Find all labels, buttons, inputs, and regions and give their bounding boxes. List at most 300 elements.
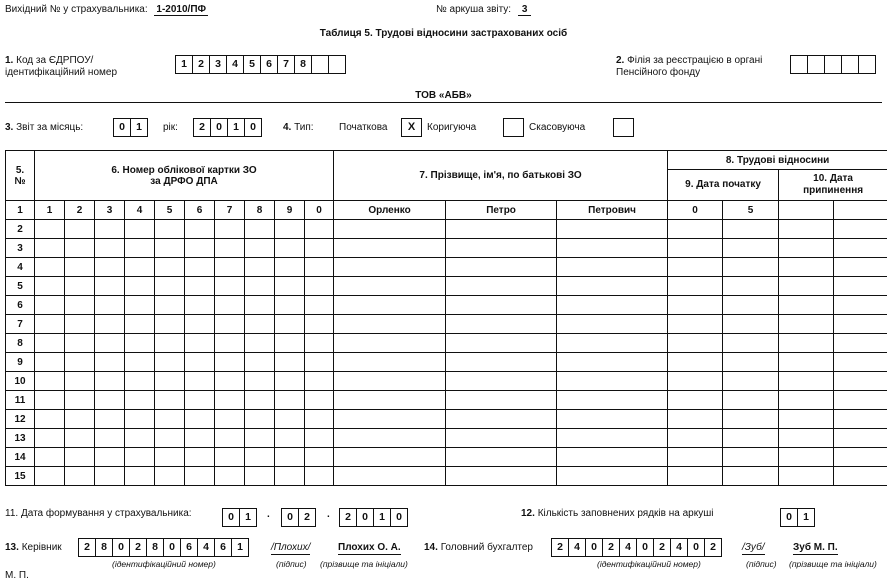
table-cell[interactable] (275, 334, 305, 353)
table-cell[interactable] (95, 410, 125, 429)
digit-cell[interactable]: 0 (163, 538, 181, 557)
table-cell[interactable] (125, 353, 155, 372)
table-cell[interactable] (305, 296, 334, 315)
table-cell[interactable] (125, 410, 155, 429)
digit-cell[interactable]: 0 (281, 508, 299, 527)
table-cell[interactable] (275, 220, 305, 239)
table-cell[interactable] (245, 334, 275, 353)
table-cell[interactable] (446, 258, 557, 277)
table-cell[interactable] (779, 391, 834, 410)
digit-cell[interactable]: 2 (551, 538, 569, 557)
table-cell[interactable] (446, 220, 557, 239)
table-cell[interactable] (334, 448, 446, 467)
table-cell[interactable] (35, 448, 65, 467)
table-cell[interactable] (305, 258, 334, 277)
table-cell[interactable] (155, 391, 185, 410)
table-cell[interactable] (834, 277, 887, 296)
table-cell[interactable] (215, 239, 245, 258)
table-cell[interactable] (779, 315, 834, 334)
table-cell[interactable] (95, 391, 125, 410)
table-cell[interactable] (35, 353, 65, 372)
digit-cell[interactable]: 3 (209, 55, 227, 74)
table-cell[interactable] (305, 334, 334, 353)
table-cell[interactable] (95, 296, 125, 315)
table-cell[interactable] (779, 429, 834, 448)
digit-cell[interactable] (328, 55, 346, 74)
table-cell[interactable] (334, 220, 446, 239)
table-cell[interactable] (185, 315, 215, 334)
outgoing-value[interactable]: 1-2010/ПФ (156, 4, 207, 15)
table-cell[interactable] (245, 372, 275, 391)
table-cell[interactable] (155, 220, 185, 239)
table-cell[interactable] (305, 315, 334, 334)
table-cell[interactable] (35, 334, 65, 353)
table-cell[interactable] (668, 448, 723, 467)
table-cell[interactable] (185, 277, 215, 296)
table-cell[interactable] (834, 239, 887, 258)
table-cell[interactable] (275, 467, 305, 486)
table-cell[interactable] (245, 277, 275, 296)
table-cell[interactable] (125, 315, 155, 334)
table-cell[interactable] (723, 258, 779, 277)
table-cell[interactable] (834, 429, 887, 448)
start-date-cell[interactable]: 0 (668, 201, 723, 220)
table-cell[interactable] (185, 353, 215, 372)
table-cell[interactable] (35, 467, 65, 486)
table-cell[interactable] (275, 391, 305, 410)
table-cell[interactable] (125, 467, 155, 486)
table-cell[interactable] (557, 296, 668, 315)
table-cell[interactable] (185, 429, 215, 448)
table-cell[interactable] (305, 220, 334, 239)
table-cell[interactable] (557, 277, 668, 296)
table-cell[interactable] (557, 410, 668, 429)
table-cell[interactable] (185, 220, 215, 239)
table-cell[interactable] (275, 353, 305, 372)
table-cell[interactable] (668, 429, 723, 448)
table-cell[interactable] (723, 429, 779, 448)
table-cell[interactable] (65, 410, 95, 429)
table-cell[interactable] (305, 391, 334, 410)
digit-cell[interactable] (841, 55, 859, 74)
card-digit[interactable]: 7 (215, 201, 245, 220)
table-cell[interactable] (834, 334, 887, 353)
digit-cell[interactable]: 2 (339, 508, 357, 527)
digit-cell[interactable]: 0 (112, 538, 130, 557)
pf-branch-code[interactable] (790, 55, 876, 74)
table-cell[interactable] (305, 239, 334, 258)
digit-cell[interactable]: 1 (130, 118, 148, 137)
table-cell[interactable] (185, 372, 215, 391)
table-cell[interactable] (215, 296, 245, 315)
table-cell[interactable] (446, 353, 557, 372)
table-cell[interactable] (125, 220, 155, 239)
table-cell[interactable] (557, 353, 668, 372)
digit-cell[interactable]: 0 (113, 118, 131, 137)
table-cell[interactable] (185, 296, 215, 315)
table-cell[interactable] (723, 353, 779, 372)
table-cell[interactable] (125, 277, 155, 296)
digit-cell[interactable]: 1 (373, 508, 391, 527)
table-cell[interactable] (723, 277, 779, 296)
table-cell[interactable] (305, 277, 334, 296)
table-cell[interactable] (446, 296, 557, 315)
digit-cell[interactable]: 1 (797, 508, 815, 527)
table-cell[interactable] (155, 448, 185, 467)
end-date-cell[interactable] (834, 201, 887, 220)
digit-cell[interactable]: 6 (214, 538, 232, 557)
table-cell[interactable] (155, 258, 185, 277)
table-cell[interactable] (215, 429, 245, 448)
table-cell[interactable] (95, 448, 125, 467)
end-date-cell[interactable] (779, 201, 834, 220)
table-cell[interactable] (275, 410, 305, 429)
table-cell[interactable] (65, 315, 95, 334)
table-cell[interactable] (446, 467, 557, 486)
table-cell[interactable] (65, 277, 95, 296)
table-cell[interactable] (95, 334, 125, 353)
table-cell[interactable] (35, 296, 65, 315)
digit-cell[interactable]: 8 (294, 55, 312, 74)
table-cell[interactable] (185, 258, 215, 277)
table-cell[interactable] (185, 391, 215, 410)
table-cell[interactable] (215, 258, 245, 277)
formation-month[interactable] (281, 508, 316, 527)
table-cell[interactable] (35, 315, 65, 334)
table-cell[interactable] (95, 429, 125, 448)
table-cell[interactable] (446, 429, 557, 448)
table-cell[interactable] (215, 315, 245, 334)
digit-cell[interactable] (790, 55, 808, 74)
digit-cell[interactable]: 2 (193, 118, 211, 137)
digit-cell[interactable]: 1 (227, 118, 245, 137)
table-cell[interactable] (275, 258, 305, 277)
digit-cell[interactable]: 4 (568, 538, 586, 557)
table-cell[interactable] (275, 429, 305, 448)
table-cell[interactable] (334, 277, 446, 296)
table-cell[interactable] (65, 334, 95, 353)
table-cell[interactable] (779, 220, 834, 239)
table-cell[interactable] (215, 220, 245, 239)
digit-cell[interactable]: 2 (192, 55, 210, 74)
digit-cell[interactable]: 6 (180, 538, 198, 557)
table-cell[interactable] (446, 277, 557, 296)
table-cell[interactable] (125, 372, 155, 391)
table-cell[interactable] (557, 334, 668, 353)
table-cell[interactable] (245, 239, 275, 258)
table-cell[interactable] (245, 258, 275, 277)
table-cell[interactable] (668, 315, 723, 334)
table-cell[interactable] (35, 391, 65, 410)
table-cell[interactable] (275, 239, 305, 258)
digit-cell[interactable]: 8 (95, 538, 113, 557)
table-cell[interactable] (65, 258, 95, 277)
table-cell[interactable] (668, 296, 723, 315)
table-cell[interactable] (65, 353, 95, 372)
table-cell[interactable] (723, 220, 779, 239)
table-cell[interactable] (155, 239, 185, 258)
card-digit[interactable]: 4 (125, 201, 155, 220)
table-cell[interactable] (334, 372, 446, 391)
table-cell[interactable] (155, 410, 185, 429)
table-cell[interactable] (215, 467, 245, 486)
digit-cell[interactable]: 2 (704, 538, 722, 557)
table-cell[interactable] (446, 372, 557, 391)
table-cell[interactable] (275, 372, 305, 391)
table-cell[interactable] (557, 467, 668, 486)
type-cancel-checkbox[interactable] (613, 118, 634, 137)
accountant-id[interactable] (551, 538, 722, 557)
digit-cell[interactable] (807, 55, 825, 74)
edrpou-code[interactable] (175, 55, 346, 74)
table-cell[interactable] (155, 429, 185, 448)
surname-cell[interactable]: Орленко (334, 201, 446, 220)
digit-cell[interactable]: 0 (585, 538, 603, 557)
table-cell[interactable] (779, 410, 834, 429)
digit-cell[interactable]: 0 (780, 508, 798, 527)
table-cell[interactable] (65, 372, 95, 391)
table-cell[interactable] (245, 429, 275, 448)
table-cell[interactable] (65, 391, 95, 410)
card-digit[interactable]: 2 (65, 201, 95, 220)
table-cell[interactable] (668, 258, 723, 277)
table-cell[interactable] (334, 410, 446, 429)
table-cell[interactable] (95, 220, 125, 239)
table-cell[interactable] (834, 467, 887, 486)
table-cell[interactable] (95, 315, 125, 334)
table-cell[interactable] (779, 258, 834, 277)
table-cell[interactable] (668, 277, 723, 296)
accountant-name[interactable]: Зуб М. П. (793, 542, 838, 553)
table-cell[interactable] (65, 296, 95, 315)
table-cell[interactable] (125, 239, 155, 258)
table-cell[interactable] (245, 220, 275, 239)
digit-cell[interactable]: 5 (243, 55, 261, 74)
director-id[interactable] (78, 538, 249, 557)
digit-cell[interactable]: 0 (222, 508, 240, 527)
table-cell[interactable] (557, 315, 668, 334)
table-cell[interactable] (557, 258, 668, 277)
start-date-cell[interactable]: 5 (723, 201, 779, 220)
table-cell[interactable] (557, 448, 668, 467)
table-cell[interactable] (723, 372, 779, 391)
table-cell[interactable] (834, 391, 887, 410)
type-corrective-checkbox[interactable] (503, 118, 524, 137)
table-cell[interactable] (185, 410, 215, 429)
digit-cell[interactable]: 6 (260, 55, 278, 74)
table-cell[interactable] (155, 467, 185, 486)
table-cell[interactable] (668, 239, 723, 258)
card-digit[interactable]: 8 (245, 201, 275, 220)
table-cell[interactable] (446, 334, 557, 353)
table-cell[interactable] (723, 239, 779, 258)
table-cell[interactable] (668, 467, 723, 486)
table-cell[interactable] (215, 410, 245, 429)
table-cell[interactable] (834, 296, 887, 315)
table-cell[interactable] (557, 372, 668, 391)
table-cell[interactable] (35, 410, 65, 429)
table-cell[interactable] (245, 353, 275, 372)
type-initial-checkbox[interactable]: X (401, 118, 422, 137)
digit-cell[interactable]: 4 (619, 538, 637, 557)
digit-cell[interactable] (824, 55, 842, 74)
table-cell[interactable] (834, 353, 887, 372)
table-cell[interactable] (779, 277, 834, 296)
sheet-value[interactable]: 3 (518, 4, 532, 16)
table-cell[interactable] (446, 315, 557, 334)
table-cell[interactable] (275, 277, 305, 296)
table-cell[interactable] (723, 315, 779, 334)
table-cell[interactable] (446, 410, 557, 429)
table-cell[interactable] (305, 410, 334, 429)
digit-cell[interactable]: 4 (197, 538, 215, 557)
table-cell[interactable] (185, 334, 215, 353)
table-cell[interactable] (215, 353, 245, 372)
table-cell[interactable] (35, 429, 65, 448)
table-cell[interactable] (125, 448, 155, 467)
table-cell[interactable] (334, 353, 446, 372)
table-cell[interactable] (446, 391, 557, 410)
table-cell[interactable] (125, 296, 155, 315)
digit-cell[interactable]: 0 (390, 508, 408, 527)
table-cell[interactable] (35, 277, 65, 296)
table-cell[interactable] (334, 334, 446, 353)
table-cell[interactable] (779, 296, 834, 315)
table-cell[interactable] (95, 372, 125, 391)
table-cell[interactable] (668, 334, 723, 353)
table-cell[interactable] (95, 353, 125, 372)
table-cell[interactable] (245, 315, 275, 334)
table-cell[interactable] (95, 277, 125, 296)
table-cell[interactable] (834, 258, 887, 277)
card-digit[interactable]: 0 (305, 201, 334, 220)
table-cell[interactable] (779, 334, 834, 353)
table-cell[interactable] (723, 296, 779, 315)
table-cell[interactable] (35, 258, 65, 277)
table-cell[interactable] (245, 448, 275, 467)
table-cell[interactable] (668, 372, 723, 391)
table-cell[interactable] (215, 334, 245, 353)
report-year[interactable] (193, 118, 262, 137)
card-digit[interactable]: 3 (95, 201, 125, 220)
table-cell[interactable] (275, 448, 305, 467)
digit-cell[interactable]: 7 (277, 55, 295, 74)
table-cell[interactable] (557, 220, 668, 239)
table-cell[interactable] (215, 372, 245, 391)
table-cell[interactable] (723, 391, 779, 410)
table-cell[interactable] (35, 372, 65, 391)
director-signature[interactable]: /Плохих/ (271, 542, 311, 553)
digit-cell[interactable]: 0 (636, 538, 654, 557)
table-cell[interactable] (305, 353, 334, 372)
table-cell[interactable] (779, 353, 834, 372)
director-name[interactable]: Плохих О. А. (338, 542, 401, 553)
table-cell[interactable] (245, 410, 275, 429)
table-cell[interactable] (723, 448, 779, 467)
table-cell[interactable] (65, 467, 95, 486)
table-cell[interactable] (305, 429, 334, 448)
table-cell[interactable] (125, 258, 155, 277)
card-digit[interactable]: 6 (185, 201, 215, 220)
digit-cell[interactable]: 4 (226, 55, 244, 74)
digit-cell[interactable]: 0 (687, 538, 705, 557)
table-cell[interactable] (245, 467, 275, 486)
table-cell[interactable] (557, 391, 668, 410)
table-cell[interactable] (334, 258, 446, 277)
table-cell[interactable] (834, 315, 887, 334)
table-cell[interactable] (95, 467, 125, 486)
digit-cell[interactable]: 1 (239, 508, 257, 527)
digit-cell[interactable] (858, 55, 876, 74)
table-cell[interactable] (65, 220, 95, 239)
table-cell[interactable] (35, 239, 65, 258)
table-cell[interactable] (155, 296, 185, 315)
table-cell[interactable] (446, 239, 557, 258)
table-cell[interactable] (668, 391, 723, 410)
table-cell[interactable] (305, 467, 334, 486)
table-cell[interactable] (215, 391, 245, 410)
table-cell[interactable] (334, 429, 446, 448)
table-cell[interactable] (446, 448, 557, 467)
table-cell[interactable] (834, 372, 887, 391)
table-cell[interactable] (35, 220, 65, 239)
table-cell[interactable] (305, 372, 334, 391)
table-cell[interactable] (334, 239, 446, 258)
table-cell[interactable] (155, 315, 185, 334)
digit-cell[interactable]: 2 (298, 508, 316, 527)
table-cell[interactable] (779, 448, 834, 467)
table-cell[interactable] (245, 391, 275, 410)
table-cell[interactable] (668, 220, 723, 239)
card-digit[interactable]: 1 (35, 201, 65, 220)
table-cell[interactable] (334, 296, 446, 315)
digit-cell[interactable]: 0 (356, 508, 374, 527)
table-cell[interactable] (779, 239, 834, 258)
table-cell[interactable] (668, 410, 723, 429)
formation-year[interactable] (339, 508, 408, 527)
table-cell[interactable] (557, 239, 668, 258)
table-cell[interactable] (723, 334, 779, 353)
table-cell[interactable] (275, 315, 305, 334)
digit-cell[interactable]: 8 (146, 538, 164, 557)
table-cell[interactable] (668, 353, 723, 372)
table-cell[interactable] (95, 258, 125, 277)
table-cell[interactable] (185, 467, 215, 486)
digit-cell[interactable]: 1 (175, 55, 193, 74)
digit-cell[interactable]: 2 (129, 538, 147, 557)
table-cell[interactable] (215, 448, 245, 467)
digit-cell[interactable]: 1 (231, 538, 249, 557)
table-cell[interactable] (334, 315, 446, 334)
formation-day[interactable] (222, 508, 257, 527)
table-cell[interactable] (834, 410, 887, 429)
table-cell[interactable] (334, 467, 446, 486)
table-cell[interactable] (155, 277, 185, 296)
report-month[interactable] (113, 118, 148, 137)
digit-cell[interactable]: 4 (670, 538, 688, 557)
card-digit[interactable]: 5 (155, 201, 185, 220)
table-cell[interactable] (779, 467, 834, 486)
name-cell[interactable]: Петро (446, 201, 557, 220)
digit-cell[interactable]: 0 (210, 118, 228, 137)
table-cell[interactable] (834, 220, 887, 239)
accountant-signature[interactable]: /Зуб/ (742, 542, 765, 553)
table-cell[interactable] (65, 448, 95, 467)
table-cell[interactable] (155, 353, 185, 372)
table-cell[interactable] (155, 334, 185, 353)
table-cell[interactable] (125, 391, 155, 410)
table-cell[interactable] (723, 410, 779, 429)
